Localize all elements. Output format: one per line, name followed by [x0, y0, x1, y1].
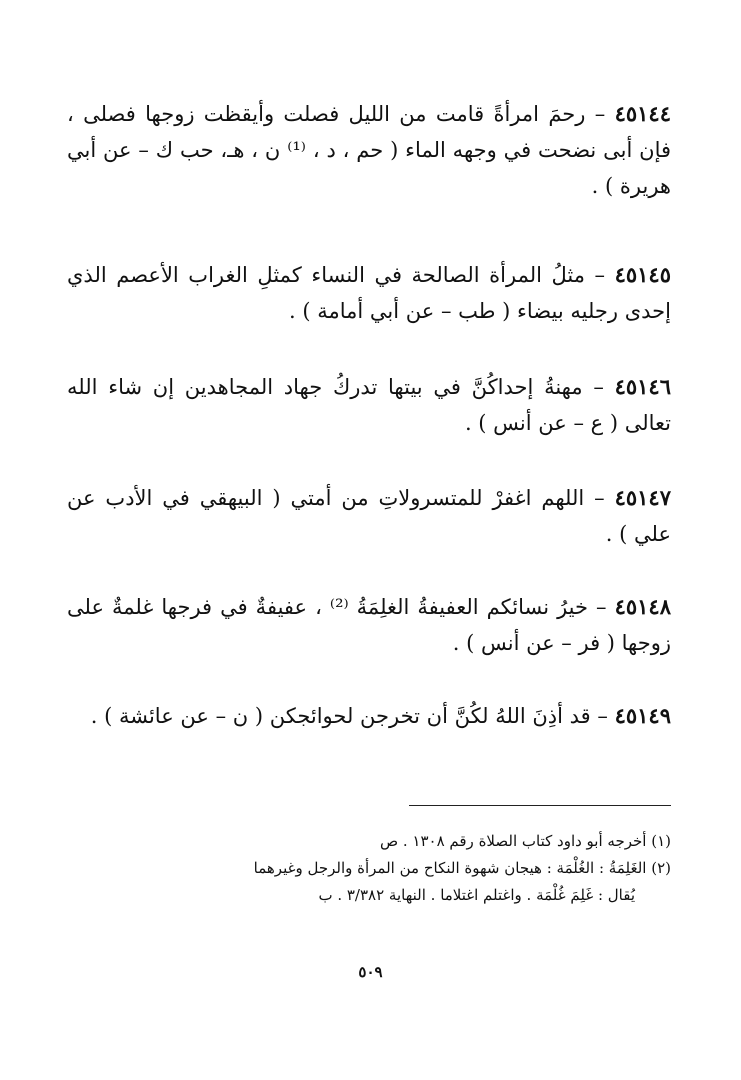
hadith-number: ٤٥١٤٩ — [614, 703, 671, 728]
hadith-entry — [67, 257, 671, 329]
hadith-number: ٤٥١٤٥ — [614, 262, 671, 287]
hadith-entry — [67, 589, 671, 661]
footnote-divider — [409, 805, 671, 806]
footnote-2: (٢) الغَلِمَةُ : الغُلْمَة : هيجان شهوة النكاح من المرأة والرجل وغيرهما — [253, 859, 671, 877]
hadith-number: ٤٥١٤٤ — [614, 101, 671, 126]
hadith-entry — [67, 369, 671, 441]
hadith-entry — [67, 96, 671, 204]
hadith-number: ٤٥١٤٧ — [614, 485, 671, 510]
hadith-entry — [67, 698, 671, 734]
hadith-number: ٤٥١٤٨ — [614, 594, 671, 619]
footnote-2-continuation: يُقال : غَلِمَ غُلْمَة . واغتلم اغتلاما . النهاية ٣/٣٨٢ . ب — [318, 886, 635, 904]
page-number: ٥٠٩ — [358, 963, 383, 981]
hadith-text: – مثلُ المرأة الصالحة في النساء كمثلِ الغراب الأعصم الذي إحدى رجليه بيضاء ( طب – عن أبي أمامة ) . — [67, 263, 671, 323]
footnotes — [67, 828, 671, 909]
hadith-text: – قد أذِنَ اللهُ لكُنَّ أن تخرجن لحوائجكن ( ن – عن عائشة ) . — [90, 704, 608, 728]
hadith-text: – رحمَ امرأةً قامت من الليل فصلت وأيقظت زوجها فصلى ، فإن أبى نضحت في وجهه الماء ( حم ، د ، ⁽¹⁾ ن ، هـ، حب ك – عن أبي هريرة ) . — [67, 102, 672, 198]
hadith-entry — [67, 480, 671, 552]
hadith-number: ٤٥١٤٦ — [614, 374, 671, 399]
footnote-1: (١) أخرجه أبو داود كتاب الصلاة رقم ١٣٠٨ . ص — [379, 832, 671, 850]
hadith-text: – مهنةُ إحداكُنَّ في بيتها تدركُ جهاد المجاهدين إن شاء الله تعالى ( ع – عن أنس ) . — [67, 375, 671, 435]
hadith-text: – اللهم اغفرْ للمتسرولاتِ من أمتي ( البيهقي في الأدب عن علي ) . — [67, 486, 671, 546]
hadith-text: – خيرُ نسائكم العفيفةُ الغلِمَةُ ⁽²⁾ ، عفيفةٌ في فرجها غلمةٌ على زوجها ( فر – عن أنس ) . — [67, 595, 671, 655]
